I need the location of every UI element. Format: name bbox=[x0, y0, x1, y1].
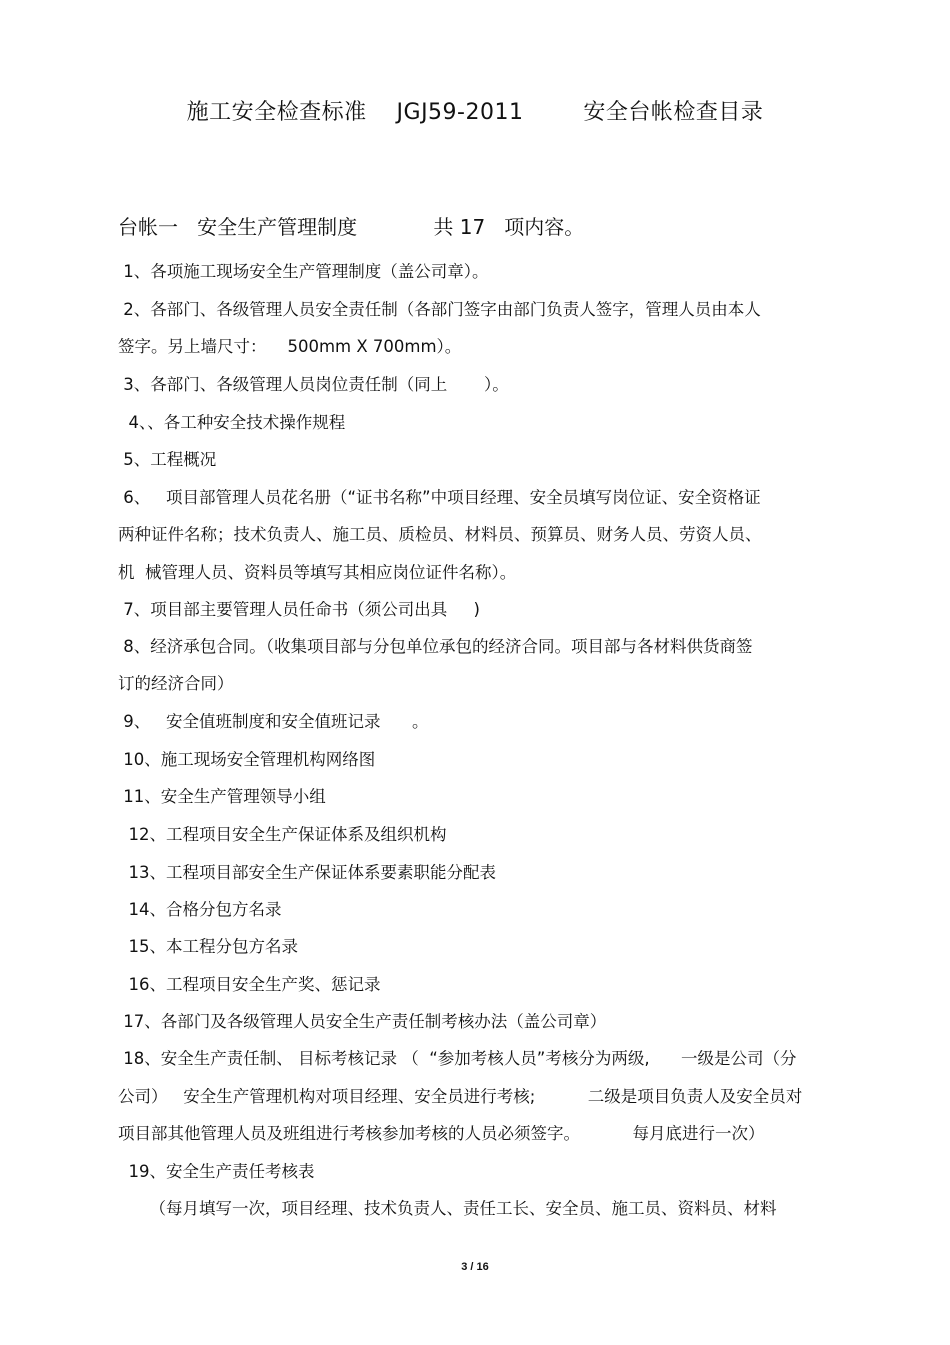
list-item-continuation: 机 械管理人员、资料员等填写其相应岗位证件名称）。 bbox=[118, 563, 517, 582]
page-number: 3 / 16 bbox=[461, 1261, 489, 1273]
list-item: 1、各项施工现场安全生产管理制度（盖公司章）。 bbox=[118, 262, 489, 281]
list-item: 15、本工程分包方名录 bbox=[118, 937, 298, 956]
list-item: 14、合格分包方名录 bbox=[118, 900, 282, 919]
list-item: 8、经济承包合同。（收集项目部与分包单位承包的经济合同。项目部与各材料供货商签 bbox=[118, 637, 753, 656]
list-item: 12、工程项目安全生产保证体系及组织机构 bbox=[118, 825, 447, 844]
page-title: 施工安全检查标准 JGJ59-2011 安全台帐检查目录 bbox=[186, 100, 764, 125]
list-item-continuation: 两种证件名称；技术负责人、施工员、质检员、材料员、预算员、财务人员、劳资人员、 bbox=[118, 525, 762, 544]
list-item: 11、安全生产管理领导小组 bbox=[118, 787, 326, 806]
list-item: 17、各部门及各级管理人员安全生产责任制考核办法（盖公司章） bbox=[118, 1012, 607, 1031]
section-heading: 台帐一 安全生产管理制度 共 17 项内容。 bbox=[118, 215, 585, 239]
list-item-continuation: （每月填写一次，项目经理、技术负责人、责任工长、安全员、施工员、资料员、材料 bbox=[118, 1199, 777, 1218]
list-item: 18、安全生产责任制、 目标考核记录 （ “参加考核人员”考核分为两级, 一级是公司（分 bbox=[118, 1049, 797, 1068]
list-item: 16、工程项目安全生产奖、惩记录 bbox=[118, 975, 381, 994]
list-item: 5、工程概况 bbox=[118, 450, 217, 469]
list-item: 7、项目部主要管理人员任命书（须公司出具 ) bbox=[118, 600, 480, 619]
list-item-continuation: 项目部其他管理人员及班组进行考核参加考核的人员必须签字。 每月底进行一次） bbox=[118, 1124, 765, 1143]
list-item: 3、各部门、各级管理人员岗位责任制（同上 ）。 bbox=[118, 375, 509, 394]
list-item: 9、 安全值班制度和安全值班记录 。 bbox=[118, 712, 429, 731]
list-item: 10、施工现场安全管理机构网络图 bbox=[118, 750, 376, 769]
list-item: 19、安全生产责任考核表 bbox=[118, 1162, 315, 1181]
list-item: 6、 项目部管理人员花名册（“证书名称”中项目经理、安全员填写岗位证、安全资格证 bbox=[118, 488, 761, 507]
list-item: 13、工程项目部安全生产保证体系要素职能分配表 bbox=[118, 863, 496, 882]
list-item-continuation: 公司） 安全生产管理机构对项目经理、安全员进行考核; 二级是项目负责人及安全员对 bbox=[118, 1087, 803, 1106]
list-item: 2、各部门、各级管理人员安全责任制（各部门签字由部门负责人签字，管理人员由本人 bbox=[118, 300, 761, 319]
list-item-continuation: 订的经济合同） bbox=[118, 674, 234, 693]
list-item-continuation: 签字。另上墙尺寸： 500mm X 700mm）。 bbox=[118, 337, 462, 356]
list-item: 4、、各工种安全技术操作规程 bbox=[118, 413, 346, 432]
